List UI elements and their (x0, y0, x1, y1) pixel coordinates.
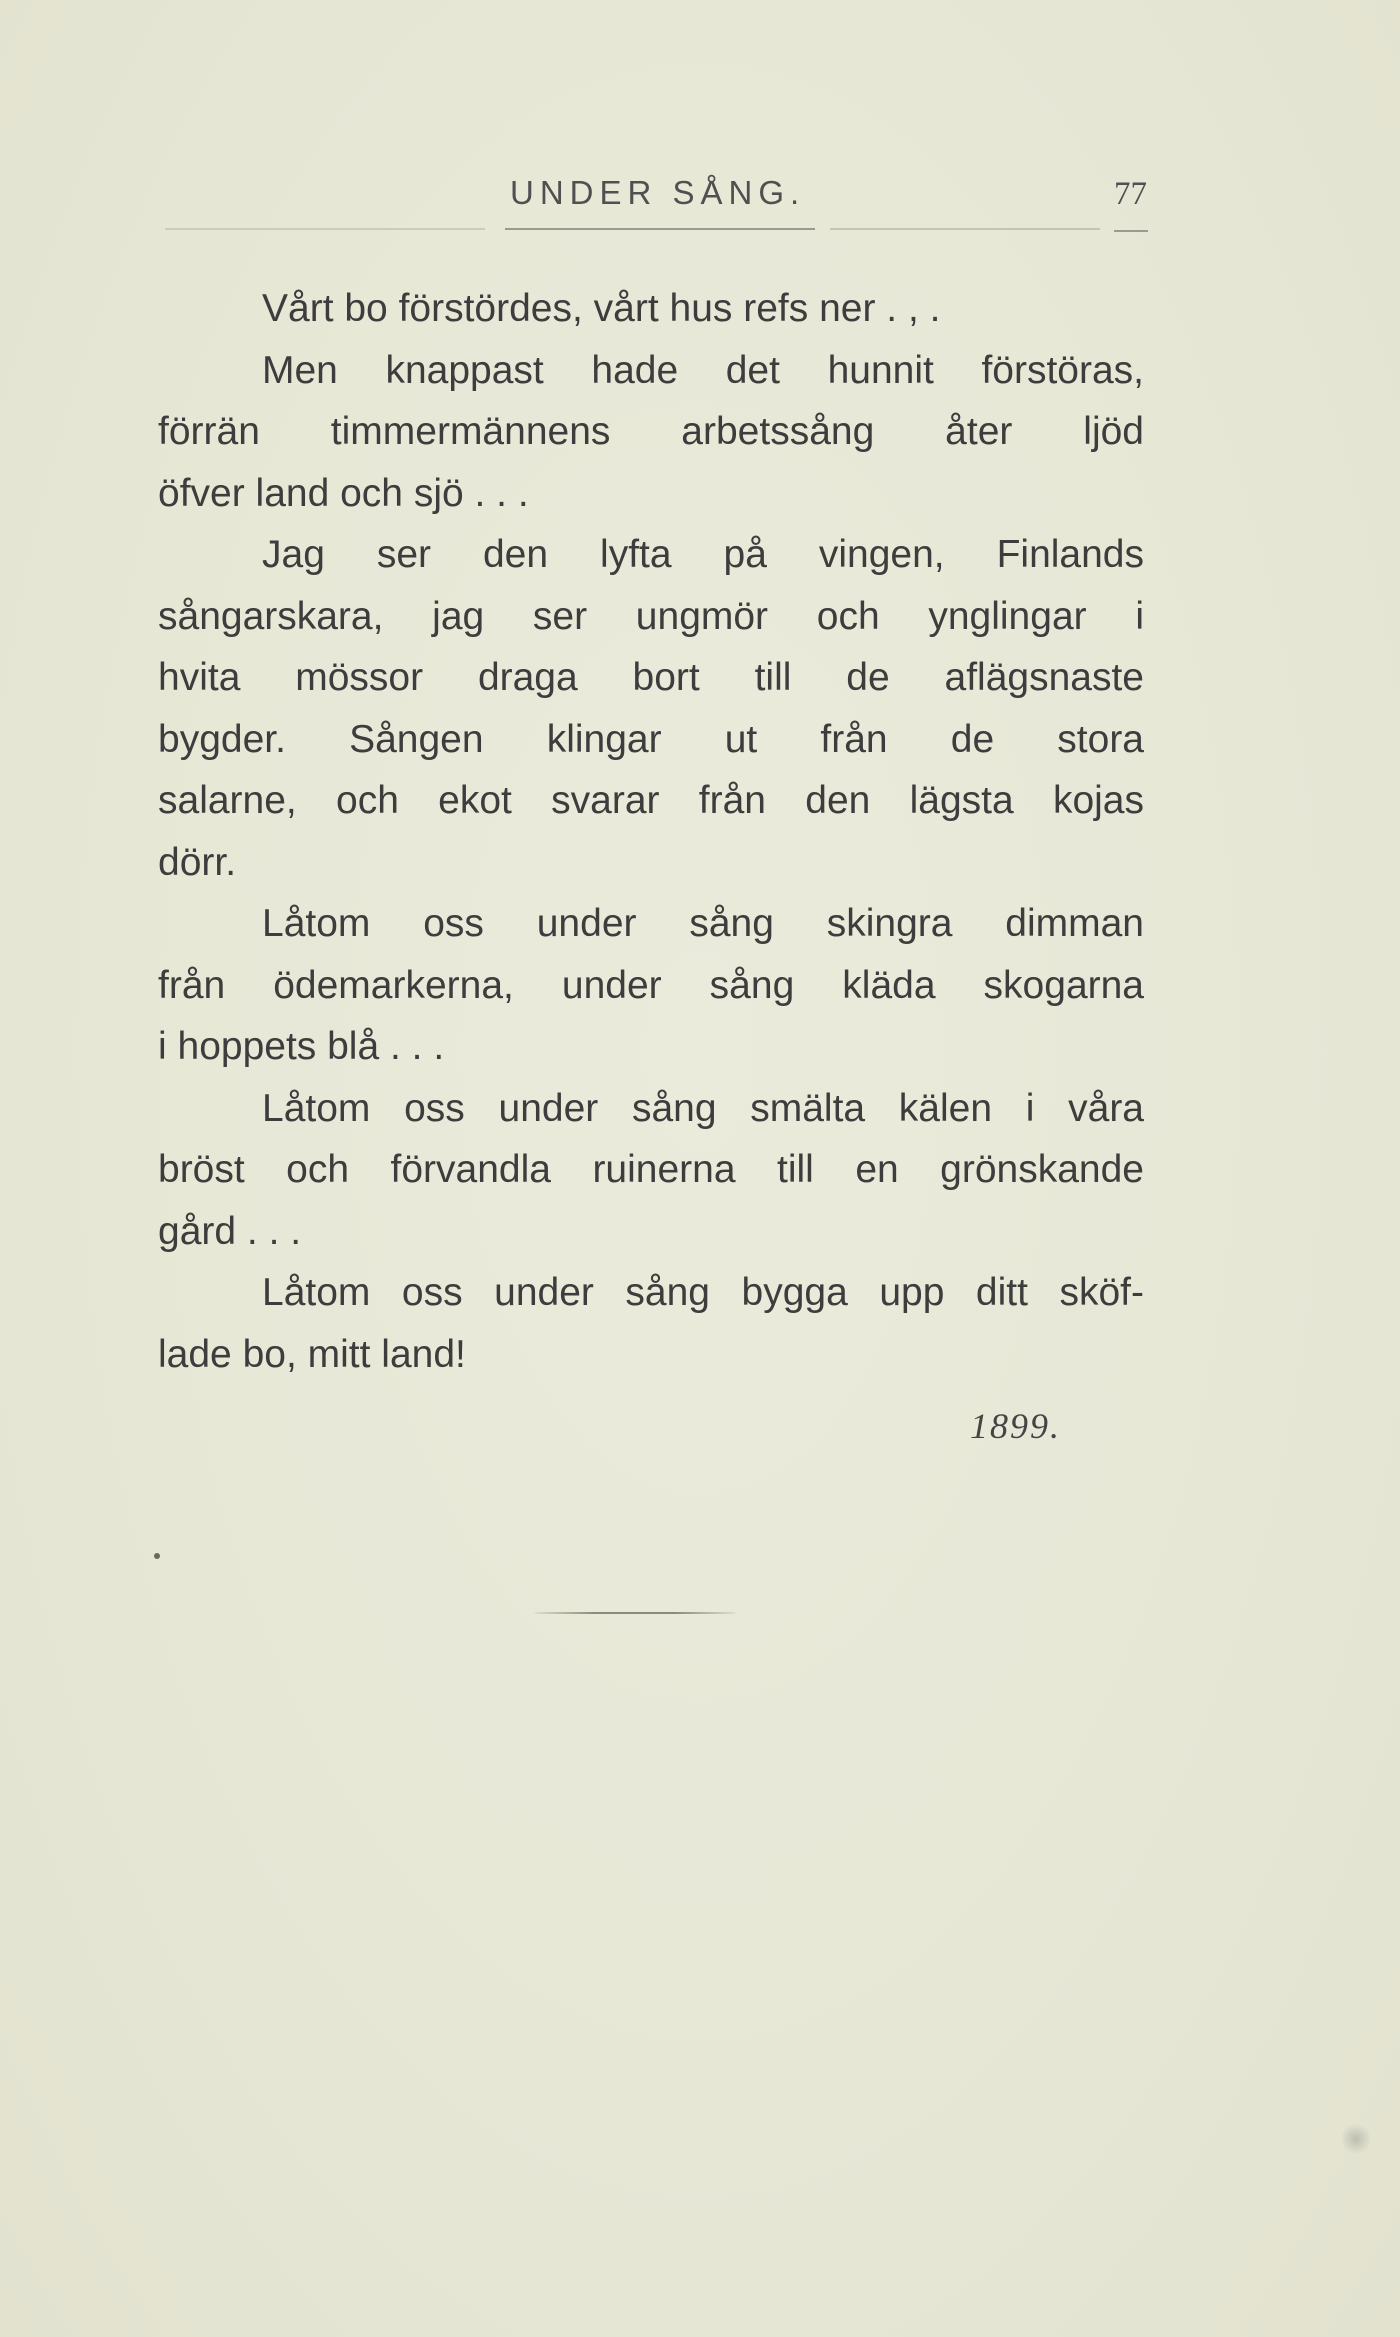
text-line: Låtom oss under sång smälta kälen i våra (262, 1086, 1144, 1130)
running-header: UNDER SÅNG. (510, 174, 806, 211)
text-line: lade bo, mitt land! (158, 1332, 466, 1376)
text-line: salarne, och ekot svarar från den lägsta kojas (158, 779, 1144, 822)
text-line: bröst och förvandla ruinerna till en grönskande (158, 1148, 1144, 1191)
text-line: hvita mössor draga bort till de aflägsnaste (158, 656, 1144, 699)
text-line: Men knappast hade det hunnit förstöras, (262, 348, 1144, 392)
text-line: Jag ser den lyfta på vingen, Finlands (262, 533, 1144, 576)
end-ornament-rule (535, 1612, 735, 1614)
text-line: förrän timmermännens arbetssång åter ljöd (158, 410, 1144, 453)
header-rule-center (505, 228, 815, 230)
ink-speck (154, 1553, 160, 1559)
header-rule-right (830, 228, 1100, 230)
text-line: öfver land och sjö . . . (158, 471, 529, 515)
text-line: i hoppets blå . . . (158, 1025, 445, 1068)
header-rule-number (1114, 230, 1148, 232)
date-signature: 1899. (970, 1406, 1061, 1446)
page-number: 77 (1114, 176, 1147, 212)
text-line: bygder. Sången klingar ut från de stora (158, 717, 1144, 761)
page-smudge (1342, 2122, 1370, 2156)
text-line: Låtom oss under sång bygga upp ditt sköf- (262, 1271, 1144, 1314)
header-rule-left (165, 228, 485, 230)
text-line: gård . . . (158, 1209, 302, 1253)
body-text (158, 278, 1144, 1385)
text-line: dörr. (158, 840, 237, 884)
text-line: från ödemarkerna, under sång kläda skogarna (158, 963, 1144, 1007)
text-line: sångarskara, jag ser ungmör och ynglingar i (158, 594, 1144, 638)
text-line: Vårt bo förstördes, vårt hus refs ner . , . (262, 287, 941, 330)
text-line: Låtom oss under sång skingra dimman (262, 902, 1144, 945)
